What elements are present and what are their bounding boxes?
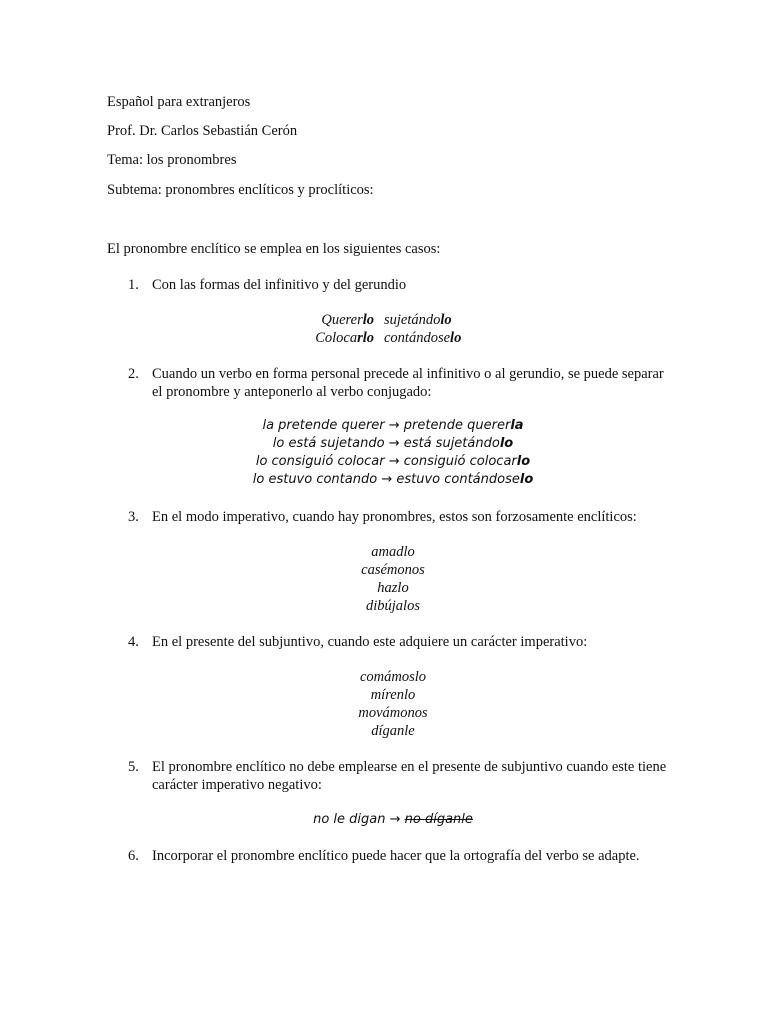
example-line: lo está sujetando → está sujetándolo bbox=[272, 436, 514, 451]
professor-name: Prof. Dr. Carlos Sebastián Cerón bbox=[107, 123, 298, 139]
item-number: 3. bbox=[128, 509, 139, 525]
item-text: Con las formas del infinitivo y del gerundio bbox=[152, 277, 407, 293]
item-number: 4. bbox=[128, 634, 139, 650]
example-left: Quererlo bbox=[321, 312, 374, 328]
example-pair bbox=[194, 329, 574, 347]
example-right: contándoselo bbox=[384, 330, 462, 346]
example-pair bbox=[194, 311, 574, 329]
item-text: En el presente del subjuntivo, cuando este adquiere un carácter imperativo: bbox=[152, 634, 588, 650]
example-line: la pretende querer → pretende quererla bbox=[262, 418, 524, 433]
example-line: lo estuvo contando → estuvo contándoselo bbox=[252, 472, 534, 487]
item-number: 6. bbox=[128, 848, 139, 864]
item-text: Incorporar el pronombre enclítico puede hacer que la ortografía del verbo se adapte. bbox=[152, 848, 640, 864]
example-left: Colocarlo bbox=[315, 330, 374, 346]
example-right: sujetándolo bbox=[384, 312, 452, 328]
item-text: En el modo imperativo, cuando hay pronombres, estos son forzosamente enclíticos: bbox=[152, 509, 637, 525]
example-line: no le digan → no díganle bbox=[313, 812, 473, 827]
example-line: amadlo bbox=[371, 544, 415, 560]
example-line: díganle bbox=[371, 723, 415, 739]
item-text: El pronombre enclítico no debe emplearse en el presente de subjuntivo cuando este tiene carácter imperativo negativo: bbox=[152, 759, 667, 793]
example-line: lo consiguió colocar → consiguió colocarlo bbox=[255, 454, 531, 469]
struck-example: no díganle bbox=[404, 812, 473, 827]
intro-text: El pronombre enclítico se emplea en los siguientes casos: bbox=[107, 241, 441, 257]
item-number: 2. bbox=[128, 366, 139, 382]
subtopic-line: Subtema: pronombres enclíticos y proclíticos: bbox=[107, 182, 374, 198]
example-line: hazlo bbox=[377, 580, 409, 596]
example-line: casémonos bbox=[361, 562, 425, 578]
item-text: Cuando un verbo en forma personal precede al infinitivo o al gerundio, se puede separar el pronombre y anteponerlo al verbo conjugado: bbox=[152, 366, 664, 400]
item-number: 5. bbox=[128, 759, 139, 775]
example-line: comámoslo bbox=[359, 669, 427, 685]
topic-line: Tema: los pronombres bbox=[107, 152, 237, 168]
example-line: dibújalos bbox=[366, 598, 420, 614]
item-number: 1. bbox=[128, 277, 139, 293]
example-line: movámonos bbox=[358, 705, 428, 721]
example-line: mírenlo bbox=[370, 687, 416, 703]
course-title: Español para extranjeros bbox=[107, 94, 251, 110]
